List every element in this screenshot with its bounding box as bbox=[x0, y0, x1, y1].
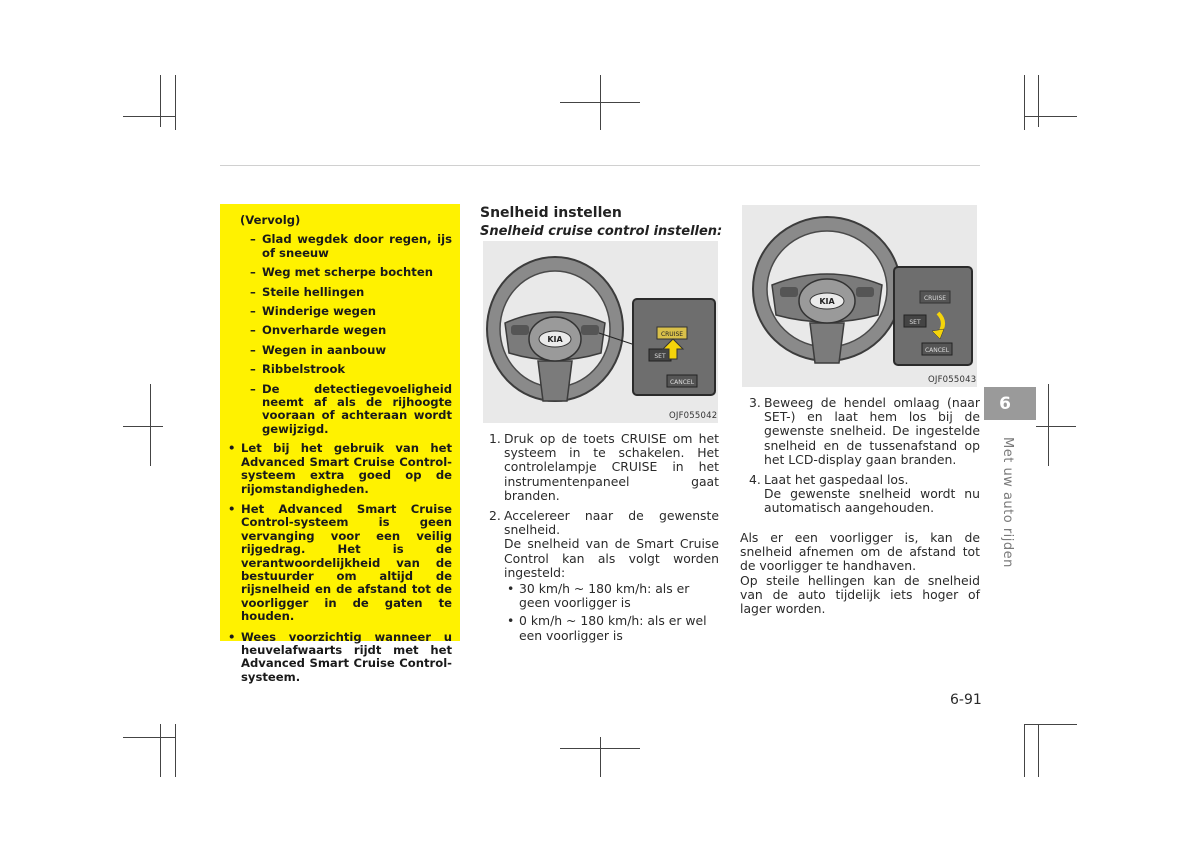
warning-bullet: • Wees voorzichtig wanneer u heuvelafwaarts rijdt met het Advanced Smart Cruise Control-systeem. bbox=[228, 629, 452, 684]
steering-wheel-illustration bbox=[742, 205, 977, 387]
header-rule bbox=[220, 165, 980, 166]
step-item: 1. Druk op de toets CRUISE om het systeem in te schakelen. Het controlelampje CRUISE in het instrumentenpaneel gaat branden. bbox=[489, 431, 719, 503]
chapter-title: Met uw auto rijden bbox=[1000, 437, 1015, 568]
warning-dash-item: – Wegen in aanbouw bbox=[250, 342, 387, 357]
step-item: 4. Laat het gaspedaal los. De gewenste snelheid wordt nu automatisch aangehouden. bbox=[749, 472, 980, 516]
warning-bullet: • Het Advanced Smart Cruise Control-systeem is geen vervanging voor een veilig rijgedrag. Het is de verantwoordelijkheid van de bestuurder om altijd de rijsnelheid en de afstand tot de voorligger in de gaten te houden. bbox=[228, 501, 452, 624]
sub-bullet: • 30 km/h ~ 180 km/h: als er geen voorligger is bbox=[507, 581, 690, 611]
figure-code: OJF055042 bbox=[669, 411, 718, 421]
warning-dash-item: – Weg met scherpe bochten bbox=[250, 265, 433, 280]
section-title: Snelheid instellen bbox=[480, 205, 622, 221]
svg-text:KIA: KIA bbox=[547, 335, 563, 344]
warning-dash-item: – Ribbelstrook bbox=[250, 362, 346, 377]
svg-text:SET: SET bbox=[654, 353, 666, 360]
svg-text:CRUISE: CRUISE bbox=[923, 295, 947, 302]
step-item: 2. Accelereer naar de gewenste snelheid. De snelheid van de Smart Cruise Control kan als volgt worden ingesteld: • 30 km/h ~ 180 km/h: als er geen voorligger is • 0 km/h ~ 180 km/h: als er wel een voorligger is bbox=[489, 508, 719, 643]
steps-list-right bbox=[749, 396, 980, 522]
paragraph-right: Als er een voorligger is, kan de snelheid afnemen om de afstand tot de voorligger te handhaven. Op steile hellingen kan de snelheid van de auto tijdelijk iets hoger of lager worden. bbox=[740, 530, 980, 617]
figure-code: OJF055043 bbox=[928, 375, 977, 385]
step-item: 3. Beweeg de hendel omlaag (naar SET-) en laat hem los bij de gewenste snelheid. De ingestelde snelheid en de tussenafstand op het LCD-display gaan branden. bbox=[749, 395, 980, 467]
svg-text:KIA: KIA bbox=[819, 297, 835, 306]
svg-text:CRUISE: CRUISE bbox=[660, 331, 684, 338]
warning-dash-item: – Winderige wegen bbox=[250, 304, 377, 319]
sub-bullet: • 0 km/h ~ 180 km/h: als er wel een voorligger is bbox=[507, 613, 707, 643]
steps-list-left bbox=[489, 432, 719, 653]
chapter-tab: 6 bbox=[984, 387, 1036, 420]
steering-wheel-figure-2 bbox=[742, 205, 977, 387]
warning-bullet: • Let bij het gebruik van het Advanced Smart Cruise Control-systeem extra goed op de rijomstandigheden. bbox=[228, 441, 452, 496]
svg-text:SET: SET bbox=[909, 319, 921, 326]
section-subtitle: Snelheid cruise control instellen: bbox=[480, 224, 723, 239]
warning-dash-item: – Glad wegdek door regen, ijs of sneeuw bbox=[250, 232, 452, 260]
steering-wheel-illustration bbox=[483, 241, 718, 423]
steering-wheel-figure-1 bbox=[483, 241, 718, 423]
warning-box bbox=[220, 204, 460, 684]
svg-text:CANCEL: CANCEL bbox=[924, 347, 950, 354]
warning-continued: (Vervolg) bbox=[240, 213, 301, 227]
svg-text:CANCEL: CANCEL bbox=[669, 379, 695, 386]
step-text: Accelereer naar de gewenste snelheid. bbox=[504, 508, 719, 538]
warning-dash-item: – De detectiegevoeligheid neemt af als de rijhoogte vooraan of achteraan wordt gewijzigd. bbox=[250, 381, 452, 436]
step-text-cont: De snelheid van de Smart Cruise Control kan als volgt worden ingesteld: bbox=[504, 536, 719, 580]
page-number: 6-91 bbox=[950, 692, 982, 708]
warning-dash-item: – Steile hellingen bbox=[250, 284, 365, 299]
warning-dash-item: – Onverharde wegen bbox=[250, 323, 387, 338]
